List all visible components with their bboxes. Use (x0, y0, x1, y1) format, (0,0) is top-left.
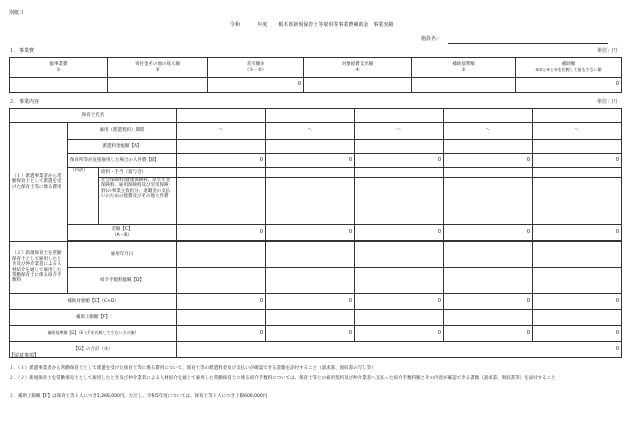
difference-value: 0 (355, 225, 444, 241)
label-subsidy-base: 補助基準額【G】（E とFを比較して少ない方の額） (10, 326, 177, 342)
direct-cost-value: 0 (444, 154, 533, 168)
subsidy-base-value: 0 (444, 326, 533, 342)
dispatch-fee-cell[interactable] (444, 140, 533, 154)
dispatch-fee-cell[interactable] (355, 140, 444, 154)
salary-cell[interactable] (266, 168, 355, 178)
section1-unit: 単位：円 (597, 48, 618, 54)
teacher-name-cell[interactable] (533, 109, 622, 123)
direct-cost-value: 0 (177, 154, 266, 168)
hire-date-cell[interactable] (177, 242, 266, 268)
insurance-cell[interactable] (444, 178, 533, 225)
title-year: 年度 (257, 22, 268, 28)
label-direct-cost: 保育所等が直接雇用した場合の人件費【B】 (68, 154, 177, 168)
subsidy-target-value: 0 (355, 294, 444, 310)
period-cell[interactable]: 〜 (444, 123, 533, 140)
subsidy-upper-cell[interactable] (177, 310, 266, 326)
subsidy-target-value: 0 (266, 294, 355, 310)
document-title (230, 23, 393, 29)
insurance-cell[interactable] (533, 178, 622, 225)
expense-value-subsidy: 0 (516, 78, 622, 93)
section2-unit: 単位：円 (597, 99, 618, 105)
label-grand-total: 【G】の合計（⑤） (10, 342, 177, 358)
intro-fee-cell[interactable] (266, 268, 355, 294)
note-item: ３．補助上限額【F】は保育士等１人につき1,266,000円。ただし、令和5年度については、保育士等１人につき上限600,000円 (9, 394, 268, 399)
detail-table (9, 108, 622, 358)
teacher-name-cell[interactable] (177, 109, 266, 123)
label-category-recruitment: （２）新規保育士を常勤保育士として雇用したとき及び仲介業者による人材紹介を通じて雇用した常勤保育士に係る紹介手数料 (10, 242, 68, 294)
label-category-dispatch: （１）派遣事業者から常勤保育士として派遣を受けた保育士等に係る費用 (10, 123, 68, 242)
grand-total-value: 0 (177, 342, 622, 358)
label-hire-date: 雇用年月日 (68, 242, 177, 268)
subsidy-upper-cell[interactable] (444, 310, 533, 326)
section2-title: ２．事業内容 (9, 99, 40, 105)
dispatch-fee-cell[interactable] (533, 140, 622, 154)
label-period: 雇用（派遣契約）期間 (68, 123, 177, 140)
expense-header-difference: 差引額③ （①－②） (208, 58, 304, 78)
intro-fee-cell[interactable] (355, 268, 444, 294)
label-intro-fee: 紹介手数料総額【D】 (68, 268, 177, 294)
subsidy-target-value: 0 (533, 294, 622, 310)
teacher-name-cell[interactable] (266, 109, 355, 123)
hire-date-cell[interactable] (266, 242, 355, 268)
dispatch-fee-cell[interactable] (177, 140, 266, 154)
label-breakdown: （内訳） (68, 168, 99, 225)
expense-table (9, 57, 622, 93)
notes-title: 【留意事項】 (9, 353, 40, 359)
expense-value-donation[interactable] (108, 78, 208, 93)
expense-header-donation: 寄付金その他の収入額 ② (108, 58, 208, 78)
subsidy-base-value: 0 (177, 326, 266, 342)
expense-header-target: 対象経費支出額 ④ (304, 58, 412, 78)
dispatch-fee-cell[interactable] (266, 140, 355, 154)
expense-value-base[interactable] (412, 78, 516, 93)
insurance-cell[interactable] (177, 178, 266, 225)
subsidy-target-value: 0 (177, 294, 266, 310)
label-subsidy-target: 補助対象額【E】（C+D） (10, 294, 177, 310)
hire-date-cell[interactable] (444, 242, 533, 268)
difference-value: 0 (444, 225, 533, 241)
salary-cell[interactable] (444, 168, 533, 178)
intro-fee-cell[interactable] (533, 268, 622, 294)
insurance-cell[interactable] (266, 178, 355, 225)
expense-header-subsidy: 補助額 ⑨③と④と⑤を比較して最も少ない額 (516, 58, 622, 78)
subsidy-upper-cell[interactable] (533, 310, 622, 326)
subsidy-upper-cell[interactable] (355, 310, 444, 326)
difference-value: 0 (533, 225, 622, 241)
intro-fee-cell[interactable] (444, 268, 533, 294)
insurance-cell[interactable] (355, 178, 444, 225)
hire-date-cell[interactable] (355, 242, 444, 268)
period-cell[interactable]: 〜 (177, 123, 266, 140)
subsidy-base-value: 0 (266, 326, 355, 342)
subsidy-upper-cell[interactable] (266, 310, 355, 326)
label-insurance: 社会保険料(健康保険料、厚生年金保険料、雇用保険料及び労災保険料)の事業主負担分、退職金の支払いのための経費及びその他人件費 (99, 178, 177, 225)
facility-label: 施設名： (421, 36, 442, 42)
label-dispatch-fee: 派遣料金総額【A】 (68, 140, 177, 154)
period-cell[interactable]: 〜 (533, 123, 622, 140)
label-subsidy-upper: 補助上限額【F】 (10, 310, 177, 326)
salary-cell[interactable] (533, 168, 622, 178)
label-teacher-name: 保育士氏名 (10, 109, 177, 123)
salary-cell[interactable] (355, 168, 444, 178)
hire-date-cell[interactable] (533, 242, 622, 268)
period-cell[interactable]: 〜 (266, 123, 355, 140)
title-main: 栃木県新規保育士等雇用等事業費補助金 事業実績 (278, 22, 394, 28)
subsidy-target-value: 0 (444, 294, 533, 310)
expense-value-difference: 0 (208, 78, 304, 93)
direct-cost-value: 0 (355, 154, 444, 168)
label-difference: 差額【C】 （A－B） (68, 225, 177, 241)
expense-header-base: 補助基準額 ⑤ (412, 58, 516, 78)
label-salary: 給料・手当（賞与含） (99, 168, 177, 178)
difference-value: 0 (266, 225, 355, 241)
section1-title: １．事業費 (9, 48, 35, 54)
form-number: 別紙３ (9, 10, 25, 16)
title-era: 令和 (230, 22, 241, 28)
period-cell[interactable]: 〜 (355, 123, 444, 140)
expense-value-total[interactable] (10, 78, 108, 93)
expense-value-target[interactable] (304, 78, 412, 93)
subsidy-base-value: 0 (533, 326, 622, 342)
direct-cost-value: 0 (266, 154, 355, 168)
note-item: １．（１）派遣事業者から常勤保育士として派遣を受けた保育士等に係る費用について、保育士等の派遣料金及び支払いが確認できる書類を添付すること（請求書、領収書の写し等） (9, 366, 376, 371)
direct-cost-value: 0 (533, 154, 622, 168)
intro-fee-cell[interactable] (177, 268, 266, 294)
expense-header-total: 総事業費 ① (10, 58, 108, 78)
salary-cell[interactable] (177, 168, 266, 178)
note-item: ２．（２）新規保育士を常勤保育士として雇用したとき及び仲介業者による人材紹介を通じて雇用した常勤保育士に係る紹介手数料については、保育士等との雇用契約及び仲介業者へ支払った紹介手数料額とその内容が確認できる書類（請求書、領収書等）を添付すること (9, 376, 556, 381)
teacher-name-cell[interactable] (355, 109, 444, 123)
facility-name-field[interactable] (448, 43, 608, 44)
subsidy-base-value: 0 (355, 326, 444, 342)
difference-value: 0 (177, 225, 266, 241)
teacher-name-cell[interactable] (444, 109, 533, 123)
